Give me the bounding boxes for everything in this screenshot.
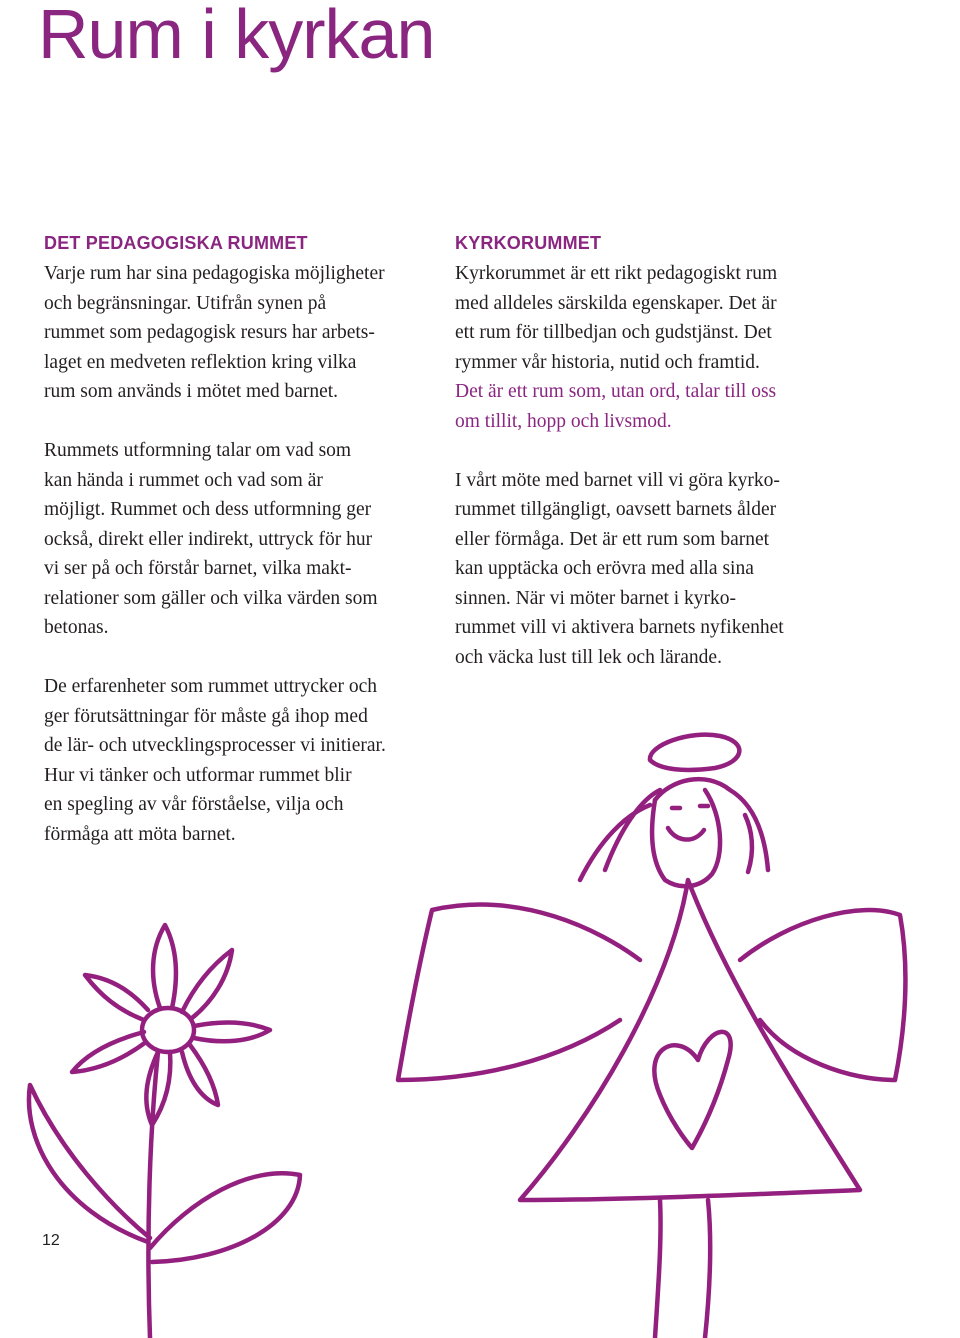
section-heading-kyrkorummet: KYRKORUMMET bbox=[455, 233, 602, 253]
flower-petal bbox=[182, 1045, 218, 1105]
flower-petal bbox=[72, 1032, 146, 1072]
flower-stem bbox=[148, 1052, 158, 1338]
highlighted-quote: Det är ett rum som, utan ord, talar till oss om tillit, hopp och livsmod. bbox=[455, 381, 777, 432]
angel-leg-left bbox=[655, 1200, 661, 1338]
angel-wing-right bbox=[740, 910, 905, 1080]
flower-leaf bbox=[29, 1085, 150, 1242]
flower-petal bbox=[194, 1023, 270, 1042]
page-number: 12 bbox=[42, 1232, 60, 1249]
flower-petal bbox=[153, 925, 176, 1008]
flower-center bbox=[142, 1008, 194, 1052]
angel-drawing bbox=[398, 735, 905, 1338]
flower-drawing bbox=[29, 925, 300, 1338]
body-paragraph: Rummets utformning talar om vad som kan hända i rummet och vad som är möjligt. Rummet och dess utformning ger också, direkt eller indirekt, uttryck för hur vi ser på och förstår barnet, vilka makt- relationer som gäller och vilka värden som betonas. bbox=[44, 440, 378, 638]
angel-hair bbox=[745, 815, 752, 872]
body-text: Kyrkorummet är ett rikt pedagogiskt rum med alldeles särskilda egenskaper. Det är ett rum för tillbedjan och gudstjänst. Det rymmer vår historia, nutid och framtid. bbox=[455, 263, 778, 373]
section-heading-pedagogiska-rummet: DET PEDAGOGISKA RUMMET bbox=[44, 233, 308, 253]
heart-icon bbox=[654, 1032, 730, 1148]
flower-petal bbox=[182, 950, 232, 1018]
body-paragraph: I vårt möte med barnet vill vi göra kyrko- rummet tillgängligt, oavsett barnets ålder eller förmåga. Det är ett rum som barnet kan upptäcka och erövra med alla sina sinnen. När vi möter barnet i kyrko- rummet vill vi aktivera barnets nyfikenhet och väcka lust till lek och lärande. bbox=[455, 469, 784, 668]
angel-wing-left bbox=[398, 905, 640, 1080]
body-paragraph: De erfarenheter som rummet uttrycker och ger förutsättningar för måste gå ihop med de lär- och utvecklingsprocesser vi initierar. Hur vi tänker och utformar rummet blir en spegling av vår förståelse, vilja och förmåga att möta barnet. bbox=[44, 676, 386, 845]
page-title: Rum i kyrkan bbox=[38, 0, 435, 73]
angel-leg-right bbox=[705, 1200, 710, 1338]
angel-dress bbox=[520, 880, 860, 1200]
angel-halo bbox=[650, 735, 739, 770]
angel-smile bbox=[668, 828, 704, 840]
body-paragraph: Varje rum har sina pedagogiska möjligheter och begränsningar. Utifrån synen på rummet som pedagogisk resurs har arbets- laget en medveten reflektion kring vilka rum som används i mötet med barnet. bbox=[44, 263, 385, 402]
angel-eyes bbox=[672, 806, 708, 808]
flower-petal bbox=[85, 975, 148, 1020]
flower-leaf bbox=[150, 1173, 300, 1262]
